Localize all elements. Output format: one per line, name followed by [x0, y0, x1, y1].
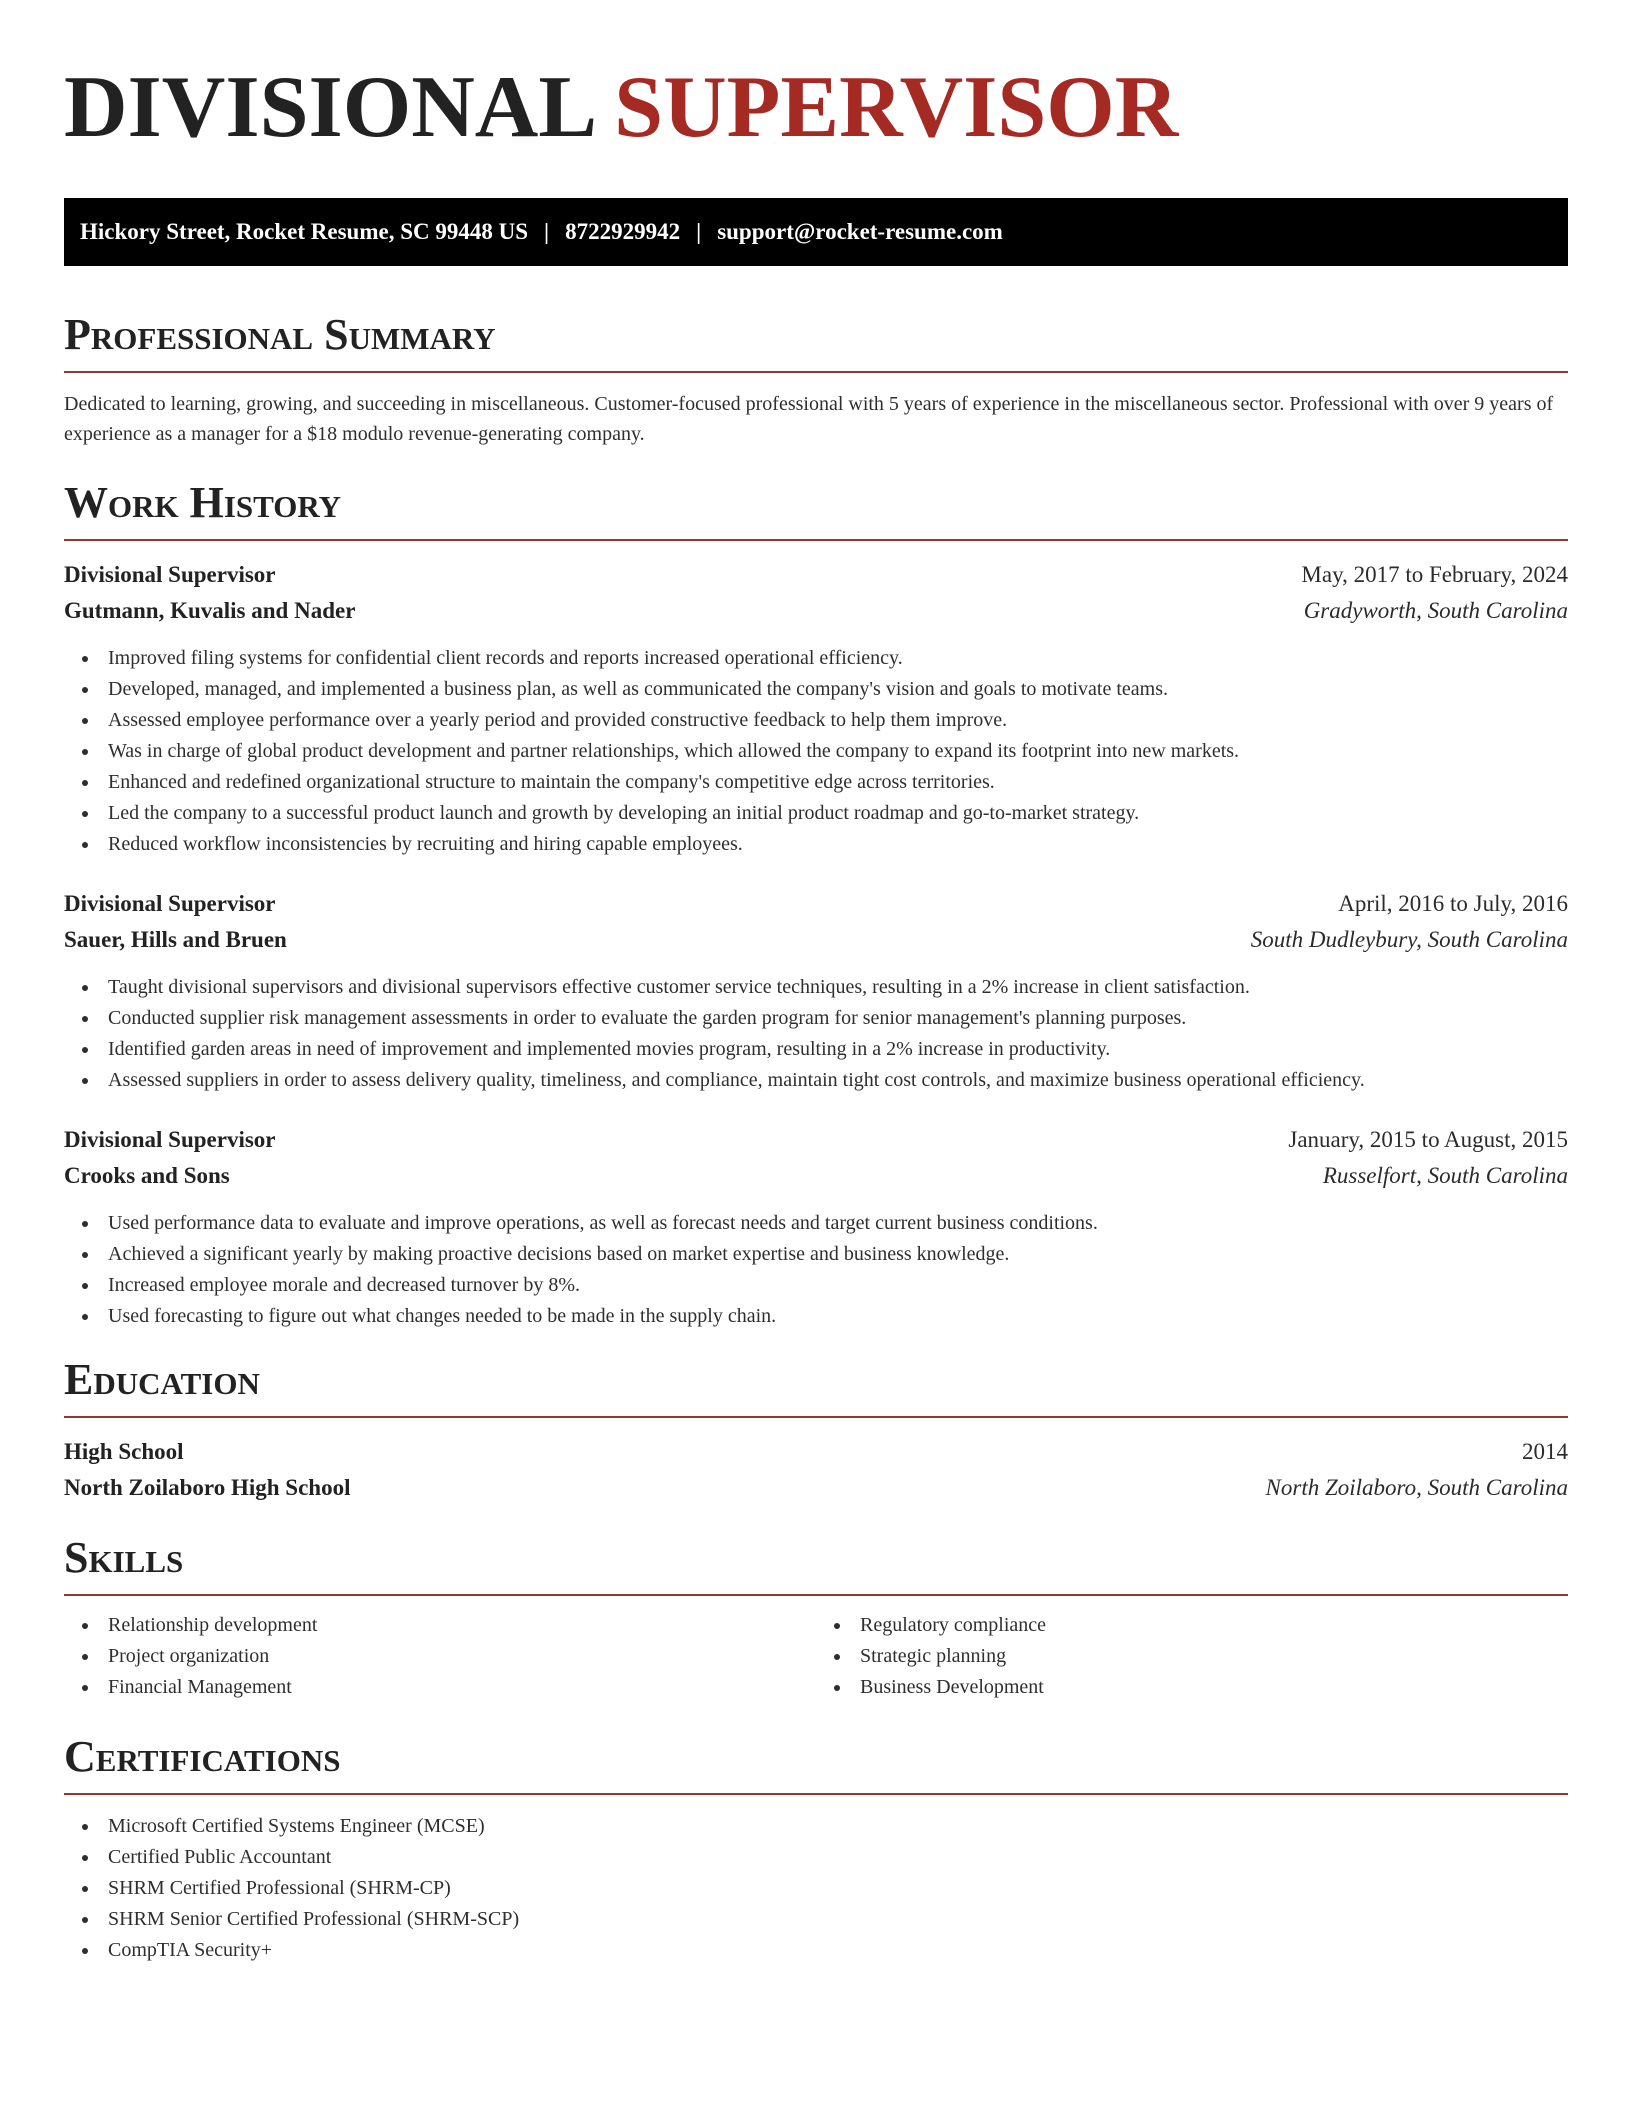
job-dates: April, 2016 to July, 2016 — [1338, 891, 1568, 916]
section-heading-work-history: Work History — [64, 481, 1568, 541]
contact-address: Hickory Street, Rocket Resume, SC 99448 US — [80, 219, 529, 244]
education-entry — [64, 1434, 1568, 1506]
contact-bar — [64, 198, 1568, 266]
skills-grid — [64, 1610, 1568, 1703]
job-dates: January, 2015 to August, 2015 — [1288, 1127, 1568, 1152]
job-title: Divisional Supervisor — [64, 891, 276, 916]
skill-item: Business Development — [816, 1672, 1568, 1703]
certification-item: SHRM Certified Professional (SHRM-CP) — [64, 1873, 1568, 1904]
job-entry — [64, 1122, 1568, 1332]
certifications-list — [64, 1811, 1568, 1966]
job-company: Gutmann, Kuvalis and Nader — [64, 598, 356, 623]
job-location: South Dudleybury, South Carolina — [1250, 927, 1568, 952]
contact-phone: 8722929942 — [565, 219, 681, 244]
skills-column-left — [64, 1610, 816, 1703]
contact-separator: | — [544, 219, 550, 244]
job-bullet: Used forecasting to figure out what changes needed to be made in the supply chain. — [64, 1301, 1568, 1332]
job-bullet: Improved filing systems for confidential client records and reports increased operational efficiency. — [64, 643, 1568, 674]
title-first-word: DIVISIONAL — [64, 59, 593, 156]
job-bullet: Achieved a significant yearly by making proactive decisions based on market expertise and business knowledge. — [64, 1239, 1568, 1270]
certification-item: SHRM Senior Certified Professional (SHRM-SCP) — [64, 1904, 1568, 1935]
summary-text: Dedicated to learning, growing, and succeeding in miscellaneous. Customer-focused professional with 5 years of experience in the miscellaneous sector. Professional with over 9 years of experience as a manager for a $18 modulo revenue-generating company. — [64, 393, 1554, 445]
education-degree: High School — [64, 1439, 184, 1464]
contact-separator: | — [696, 219, 702, 244]
job-location: Russelfort, South Carolina — [1322, 1163, 1568, 1188]
job-bullets — [64, 1208, 1568, 1332]
job-location: Gradyworth, South Carolina — [1303, 598, 1568, 623]
job-company: Crooks and Sons — [64, 1163, 230, 1188]
job-bullet: Used performance data to evaluate and improve operations, as well as forecast needs and target current business conditions. — [64, 1208, 1568, 1239]
job-bullet: Increased employee morale and decreased turnover by 8%. — [64, 1270, 1568, 1301]
job-bullet: Was in charge of global product development and partner relationships, which allowed the company to expand its footprint into new markets. — [64, 736, 1568, 767]
job-bullet: Assessed employee performance over a yearly period and provided constructive feedback to help them improve. — [64, 705, 1568, 736]
job-bullet: Taught divisional supervisors and divisional supervisors effective customer service techniques, resulting in a 2% increase in client satisfaction. — [64, 972, 1568, 1003]
certification-item: Certified Public Accountant — [64, 1842, 1568, 1873]
job-entry — [64, 557, 1568, 860]
job-bullet: Enhanced and redefined organizational structure to maintain the company's competitive edge across territories. — [64, 767, 1568, 798]
job-bullet: Assessed suppliers in order to assess delivery quality, timeliness, and compliance, maintain tight cost controls, and maximize business operational efficiency. — [64, 1065, 1568, 1096]
job-entry — [64, 886, 1568, 1096]
skill-item: Relationship development — [64, 1610, 816, 1641]
job-company: Sauer, Hills and Bruen — [64, 927, 287, 952]
job-title: Divisional Supervisor — [64, 562, 276, 587]
title-second-word: SUPERVISOR — [614, 59, 1179, 156]
section-heading-education: Education — [64, 1358, 1568, 1418]
education-year: 2014 — [1522, 1439, 1568, 1464]
certification-item: Microsoft Certified Systems Engineer (MCSE) — [64, 1811, 1568, 1842]
certification-item: CompTIA Security+ — [64, 1935, 1568, 1966]
job-title: Divisional Supervisor — [64, 1127, 276, 1152]
job-bullet: Developed, managed, and implemented a business plan, as well as communicated the company's vision and goals to motivate teams. — [64, 674, 1568, 705]
education-location: North Zoilaboro, South Carolina — [1265, 1475, 1568, 1500]
job-bullet: Reduced workflow inconsistencies by recruiting and hiring capable employees. — [64, 829, 1568, 860]
skill-item: Financial Management — [64, 1672, 816, 1703]
section-heading-summary: Professional Summary — [64, 313, 1568, 373]
contact-email: support@rocket-resume.com — [717, 219, 1003, 244]
skill-item: Strategic planning — [816, 1641, 1568, 1672]
job-bullet: Conducted supplier risk management assessments in order to evaluate the garden program for senior management's planning purposes. — [64, 1003, 1568, 1034]
skill-item: Regulatory compliance — [816, 1610, 1568, 1641]
education-school: North Zoilaboro High School — [64, 1475, 351, 1500]
job-dates: May, 2017 to February, 2024 — [1301, 562, 1568, 587]
resume-title — [64, 56, 1568, 162]
job-bullet: Led the company to a successful product launch and growth by developing an initial product roadmap and go-to-market strategy. — [64, 798, 1568, 829]
job-bullets — [64, 972, 1568, 1096]
section-heading-certifications: Certifications — [64, 1735, 1568, 1795]
skills-column-right — [816, 1610, 1568, 1703]
job-bullets — [64, 643, 1568, 860]
job-bullet: Identified garden areas in need of improvement and implemented movies program, resulting in a 2% increase in productivity. — [64, 1034, 1568, 1065]
skill-item: Project organization — [64, 1641, 816, 1672]
section-heading-skills: Skills — [64, 1536, 1568, 1596]
